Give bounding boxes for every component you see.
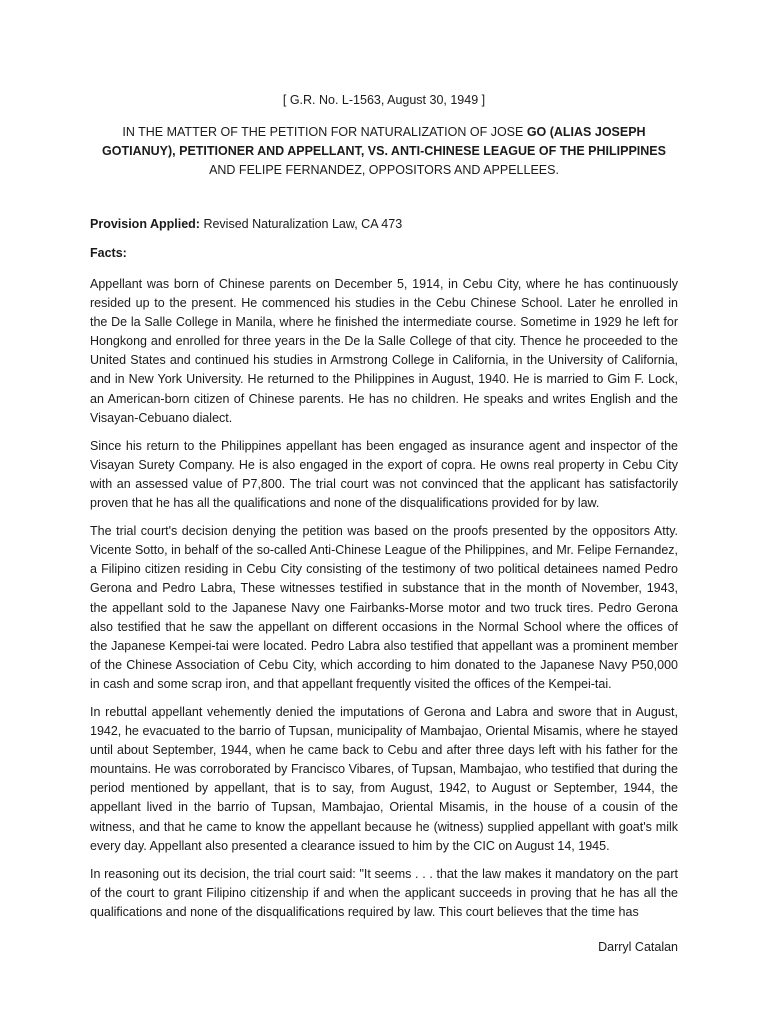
case-caption	[90, 123, 678, 180]
paragraph: In rebuttal appellant vehemently denied the imputations of Gerona and Labra and swore that in August, 1942, he evacuated to the barrio of Tupsan, municipality of Mambajao, Oriental Misamis, where he stayed until about September, 1944, when he came back to Cebu and after three days left with his father for the mountains. He was corroborated by Francisco Vibares, of Tupsan, Mambajao, who testified that during the period mentioned by appellant, that is to say, from August, 1942, to August or September, 1944, the appellant lived in the barrio of Tupsan, Mambajao, Oriental Misamis, in the house of a cousin of the witness, and that he came to know the appellant because he (witness) supplied appellant with goat's milk every day. Appellant also presented a clearance issued to him by the CIC on August 14, 1945.	[90, 704, 678, 853]
caption-text-bold: GO (ALIAS JOSEPH GOTIANUY), PETITIONER AND APPELLANT, VS. ANTI-CHINESE LEAGUE OF THE PHILIPPINES	[102, 125, 666, 158]
case-number: [ G.R. No. L-1563, August 30, 1949 ]	[282, 93, 486, 107]
paragraph: Since his return to the Philippines appellant has been engaged as insurance agent and inspector of the Visayan Surety Company. He is also engaged in the export of copra. He owns real property in Cebu City with an assessed value of P7,800. The trial court was not convinced that the applicant has satisfactorily proven that he has all the qualifications and none of the disqualifications provided for by law.	[90, 438, 678, 511]
paragraph: The trial court's decision denying the petition was based on the proofs presented by the oppositors Atty. Vicente Sotto, in behalf of the so-called Anti-Chinese League of the Philippines, and Mr. Felipe Fernandez, a Filipino citizen residing in Cebu City consisting of the testimony of two political detainees named Pedro Gerona and Pedro Labra, These witnesses testified in substance that in the month of November, 1943, the appellant sold to the Japanese Navy one Fairbanks-Morse motor and two truck tires. Pedro Gerona also testified that he saw the appellant on different occasions in the Normal School where the offices of the Japanese Kempei-tai were located. Pedro Labra also testified that appellant was a prominent member of the Chinese Association of Cebu City, which according to him donated to the Japanese Navy P50,000 in cash and some scrap iron, and that appellant frequently visited the offices of the Kempei-tai.	[90, 524, 678, 691]
provision-value: Revised Naturalization Law, CA 473	[199, 217, 403, 231]
caption-text-3: AND FELIPE FERNANDEZ, OPPOSITORS AND APPELLEES.	[209, 163, 559, 177]
caption-text-1: IN THE MATTER OF THE PETITION FOR NATURALIZATION OF JOSE	[122, 125, 527, 139]
paragraph: In reasoning out its decision, the trial court said: "It seems . . . that the law makes it mandatory on the part of the court to grant Filipino citizenship if and when the applicant succeeds in proving that he has all the qualifications and none of the disqualifications required by law. This court believes that the time has	[90, 866, 678, 919]
provision-label: Provision Applied:	[90, 217, 200, 231]
facts-heading: Facts:	[90, 246, 127, 260]
facts-body	[90, 275, 678, 931]
paragraph: Appellant was born of Chinese parents on December 5, 1914, in Cebu City, where he has continuously resided up to the present. He commenced his studies in the Cebu Chinese School. Later he enrolled in the De la Salle College in Manila, where he finished the intermediate course. Sometime in 1929 he left for Hongkong and enrolled for three years in the De la Salle College of that city. Thence he proceeded to the United States and continued his studies in Armstrong College in California, in the University of California, and in New York University. He returned to the Philippines in August, 1940. He is married to Gim F. Lock, an American-born citizen of Chinese parents. He has no children. He speaks and writes English and the Visayan-Cebuano dialect.	[90, 277, 678, 425]
provision-applied	[90, 217, 678, 231]
author-footer: Darryl Catalan	[598, 940, 678, 954]
